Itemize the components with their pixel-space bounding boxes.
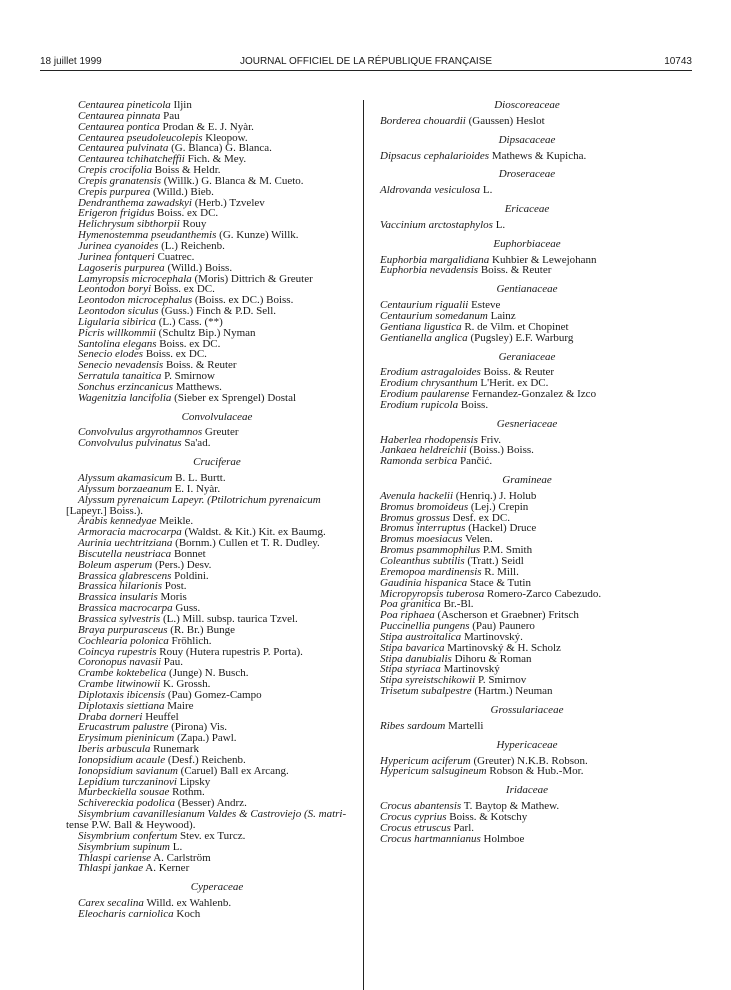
- species-entry: [380, 834, 674, 845]
- species-name: Diplotaxis ibicensis: [78, 688, 166, 701]
- column-divider: [363, 100, 364, 990]
- species-authority: Meikle.: [159, 515, 194, 528]
- species-authority: Robson & Hub.-Mor.: [489, 765, 584, 778]
- species-name: Crambe litwinowii: [78, 678, 161, 691]
- species-authority: R. de Vilm. et Chopinet: [464, 320, 569, 333]
- species-authority: Rouy (Hutera rupestris P. Porta).: [159, 645, 303, 658]
- species-name: Coincya rupestris: [78, 645, 157, 658]
- species-authority: (Greuter) N.K.B. Robson.: [473, 754, 588, 767]
- species-name: Centaurea pinnata: [78, 109, 161, 122]
- species-name: Coleanthus subtilis: [380, 555, 465, 567]
- species-name: Brassica glabrescens: [78, 569, 172, 582]
- species-authority: Cuatrec.: [157, 250, 195, 263]
- species-authority: Rothm.: [172, 786, 205, 799]
- species-authority: Prodan & E. J. Nyàr.: [162, 120, 254, 133]
- header-page-number: 10743: [664, 56, 692, 67]
- species-name: Erucastrum palustre: [78, 721, 169, 734]
- header-rule: [40, 70, 692, 71]
- species-name: Draba dorneri: [78, 710, 143, 723]
- species-name: Armoracia macrocarpa: [78, 526, 182, 539]
- species-authority: L.: [495, 218, 506, 231]
- species-authority: Martinovský & H. Scholz: [447, 641, 561, 654]
- species-name: Micropyropsis tuberosa: [380, 587, 485, 600]
- species-authority: B. L. Burtt.: [175, 472, 226, 484]
- species-name: Stipa austroitalica: [380, 630, 462, 643]
- species-authority: (G. Blanca) G. Blanca.: [171, 142, 272, 155]
- species-entry: [380, 185, 674, 196]
- species-name: Leontodon siculus: [78, 305, 159, 318]
- species-authority: (Pers.) Desv.: [155, 558, 212, 571]
- species-name: Crocus etruscus: [380, 821, 451, 834]
- species-entry: [380, 686, 674, 697]
- species-name: Centaurium rigualii: [380, 299, 469, 312]
- species-name: Carex secalina: [78, 897, 144, 910]
- species-authority: (Hartm.) Neuman: [474, 685, 553, 698]
- species-name: Gentianella anglica: [380, 331, 468, 344]
- species-authority: Heuffel: [145, 710, 179, 723]
- species-name: Centaurea pontica: [78, 120, 160, 133]
- species-authority: (L.) Mill. subsp. taurica Tzvel.: [162, 612, 298, 625]
- species-authority: Boiss. & Reuter: [165, 359, 237, 372]
- species-authority: Willd. ex Wahlenb.: [146, 897, 232, 910]
- species-name: Avenula hackelii: [380, 489, 453, 502]
- species-name: Centaurea pineticola: [78, 99, 171, 111]
- species-entry: [380, 220, 674, 231]
- species-entry-continuation: [Lapeyr.] Boiss.).: [66, 504, 143, 517]
- species-authority: (Schultz Bip.) Nyman: [158, 326, 256, 339]
- species-name: Erysimum pieninicum: [78, 732, 175, 745]
- species-name: Picris willkommii: [78, 326, 156, 339]
- species-authority: Holmboe: [483, 832, 525, 845]
- species-name: Bromus interruptus: [380, 522, 466, 535]
- family-heading: Dioscoreaceae: [494, 99, 560, 111]
- species-name: Brassica insularis: [78, 591, 158, 604]
- species-name: Erodium astragaloides: [380, 366, 481, 379]
- species-authority: Lipsky: [179, 775, 211, 788]
- family-heading: Cyperaceae: [190, 881, 244, 894]
- species-name: Erodium paularense: [380, 388, 470, 401]
- species-authority: (Moris) Dittrich & Greuter: [194, 272, 313, 285]
- species-name: Stipa bavarica: [380, 641, 445, 654]
- species-name: Crocus abantensis: [380, 800, 462, 813]
- species-authority: (Willd.) Bieb.: [152, 185, 214, 198]
- species-authority: Kuhbier & Lewejohann: [492, 253, 597, 266]
- species-authority: Bonnet: [173, 547, 206, 560]
- species-name: Centaurium somedanum: [380, 309, 488, 322]
- species-name: Ionopsidium acaule: [78, 753, 166, 766]
- species-authority: E. I. Nyàr.: [174, 482, 221, 495]
- species-authority: Martinovský: [443, 663, 500, 676]
- species-name: Leontodon microcephalus: [78, 294, 193, 307]
- species-name: Convolvulus argyrothamnos: [78, 426, 203, 439]
- species-authority: Matthews.: [175, 380, 222, 393]
- species-entry-continuation: tense P.W. Ball & Heywood).: [66, 819, 196, 831]
- species-authority: A. Kerner: [145, 862, 190, 875]
- species-name: Hypericum aciferum: [380, 754, 471, 767]
- family-heading: Dipsacaceae: [498, 133, 556, 146]
- species-name: Gentiana ligustica: [380, 320, 462, 333]
- family-heading: Cruciferae: [193, 456, 241, 469]
- species-authority: (Lej.) Crepin: [470, 500, 529, 513]
- species-authority: Mathews & Kupicha.: [491, 149, 587, 162]
- species-name: Alyssum akamasicum: [78, 472, 173, 484]
- species-authority: Boiss. & Reuter: [480, 264, 552, 277]
- species-name: Diplotaxis siettiana: [78, 699, 165, 712]
- species-authority: (Pirona) Vis.: [171, 721, 228, 734]
- species-name: Crepis granatensis: [78, 174, 162, 187]
- species-name: Euphorbia nevadensis: [380, 264, 479, 277]
- species-authority: R. Mill.: [484, 565, 519, 578]
- species-authority: Lainz: [490, 309, 516, 322]
- species-authority: Br.-Bl.: [443, 598, 474, 611]
- species-name: Bromus grossus: [380, 511, 450, 524]
- species-name: Cochlearia polonica: [78, 634, 169, 647]
- species-name: Leontodon boryi: [78, 283, 152, 296]
- species-name: Dendranthema zawadskyi: [78, 196, 192, 209]
- family-heading: Hypericaceae: [496, 738, 558, 751]
- species-name: Haberlea rhodopensis: [380, 433, 478, 446]
- species-name: Hymenostemma pseudanthemis: [78, 229, 217, 242]
- species-name: Centaurea pseudoleucolepis: [78, 131, 203, 144]
- species-name: Thlaspi jankae: [78, 862, 144, 875]
- species-authority: (L.) Reichenb.: [161, 239, 225, 252]
- species-authority: Post.: [164, 580, 187, 593]
- species-authority: L'Herit. ex DC.: [480, 377, 549, 390]
- species-entry-line: Sisymbrium cavanillesianum Valdes & Castroviejo (S. matri-: [78, 808, 347, 821]
- species-name: Thlaspi cariense: [78, 851, 152, 864]
- species-authority: (Sieber ex Sprengel) Dostal: [174, 391, 297, 404]
- family-heading: Gentianaceae: [496, 283, 558, 296]
- species-authority: Friv.: [480, 433, 502, 446]
- species-authority: (R. Br.) Bunge: [170, 623, 236, 636]
- species-name: Biscutella neustriaca: [78, 547, 172, 560]
- species-name: Vaccinium arctostaphylos: [380, 218, 493, 231]
- species-name: Centaurea tchihatcheffii: [78, 153, 185, 166]
- species-name: Stipa syreistschikowii: [380, 674, 476, 687]
- species-name: Bromus psammophilus: [380, 544, 481, 557]
- species-authority: (Willd.) Boiss.: [167, 261, 233, 274]
- family-heading: Euphorbiaceae: [493, 237, 561, 250]
- species-name: Poa riphaea: [380, 609, 435, 622]
- family-heading: Convolvulaceae: [181, 410, 253, 423]
- species-authority: Velen.: [464, 533, 493, 546]
- species-entry: [380, 721, 674, 732]
- species-authority: (Henriq.) J. Holub: [455, 489, 537, 502]
- species-name: Ribes sardoum: [380, 719, 446, 732]
- species-entry: [380, 116, 674, 127]
- species-authority: Maire: [167, 699, 194, 712]
- page-header: [40, 56, 692, 70]
- species-authority: A. Carlström: [153, 851, 211, 864]
- species-name: Jurinea fontqueri: [78, 250, 155, 263]
- species-authority: Poldini.: [174, 569, 209, 582]
- species-name: Borderea chouardii: [380, 114, 466, 127]
- species-name: Santolina elegans: [78, 337, 157, 350]
- family-heading: Iridaceae: [505, 784, 549, 797]
- family-heading: Grossulariaceae: [490, 703, 564, 716]
- left-column: [66, 99, 356, 920]
- species-authority: (Desf.) Reichenb.: [167, 753, 246, 766]
- species-name: Wagenitzia lancifolia: [78, 391, 172, 404]
- species-entry: [380, 333, 674, 344]
- species-entry: [380, 400, 674, 411]
- species-name: Stipa danubialis: [380, 652, 452, 665]
- species-authority: K. Grossh.: [162, 678, 211, 691]
- species-entry: [380, 456, 674, 467]
- species-authority: Pau: [163, 109, 180, 122]
- species-authority: Boiss. ex DC.: [157, 207, 219, 220]
- species-authority: (Pau) Gomez-Campo: [167, 688, 262, 701]
- species-name: Erigeron frigidus: [78, 207, 155, 220]
- species-authority: P. Smirnow: [164, 370, 215, 383]
- family-heading: Gramineae: [502, 474, 552, 487]
- species-authority: Fernandez-Gonzalez & Izco: [472, 388, 597, 401]
- species-authority: T. Baytop & Mathew.: [463, 800, 560, 813]
- species-name: Erodium rupicola: [380, 398, 459, 411]
- species-authority: (Guss.) Finch & P.D. Sell.: [161, 305, 277, 318]
- species-authority: Boiss. ex DC.: [159, 337, 221, 350]
- species-name: Crocus cyprius: [380, 810, 447, 823]
- species-authority: Parl.: [453, 821, 475, 834]
- species-name: Puccinellia pungens: [380, 620, 470, 633]
- species-name: Senecio nevadensis: [78, 359, 164, 372]
- species-entry: [380, 766, 674, 777]
- species-authority: Sa'ad.: [184, 437, 211, 450]
- species-authority: Fich. & Mey.: [187, 153, 247, 166]
- species-entry-line: Alyssum pyrenaicum Lapeyr. (Ptilotrichum pyrenaicum: [78, 493, 321, 506]
- family-heading: Gesneriaceae: [496, 417, 558, 430]
- family-heading: Ericaceae: [504, 203, 550, 216]
- species-authority: L.: [482, 184, 493, 197]
- species-authority: (Willk.) G. Blanca & M. Cueto.: [163, 174, 304, 187]
- species-authority: Boiss. & Kotschy: [449, 810, 528, 823]
- species-authority: Boiss. ex DC.: [153, 283, 215, 296]
- species-authority: (Zapa.) Pawl.: [176, 732, 237, 745]
- species-authority: (Boiss.) Boiss.: [469, 444, 534, 457]
- species-authority: (Boiss. ex DC.) Boiss.: [194, 294, 294, 307]
- species-name: Sisymbrium confertum: [78, 829, 178, 842]
- species-entry: [380, 151, 674, 162]
- header-date: 18 juillet 1999: [40, 56, 102, 67]
- right-column: [380, 100, 674, 844]
- species-authority: Fröhlich.: [171, 634, 212, 647]
- species-name: Arabis kennedyae: [78, 515, 157, 528]
- species-authority: (Besser) Andrz.: [177, 797, 247, 810]
- species-name: Murbeckiella sousae: [78, 786, 170, 799]
- species-authority: Stace & Tutin: [469, 576, 531, 589]
- species-name: Crepis crocifolia: [78, 164, 153, 177]
- species-authority: Martelli: [448, 719, 484, 732]
- species-name: Eleocharis carniolica: [78, 907, 174, 920]
- species-authority: Boiss & Heldr.: [154, 164, 221, 177]
- family-heading: Droseraceae: [498, 168, 556, 181]
- species-name: Stipa styriaca: [380, 663, 441, 676]
- species-name: Lagoseris purpurea: [78, 261, 165, 274]
- species-name: Coronopus navasii: [78, 656, 162, 669]
- species-name: Eremopoa mardinensis: [380, 565, 482, 578]
- species-authority: (Bornm.) Cullen et T. R. Dudley.: [175, 537, 320, 550]
- species-authority: Boiss.: [460, 398, 489, 411]
- species-name: Lamyropsis microcephala: [78, 272, 192, 285]
- species-name: Iberis arbuscula: [78, 743, 151, 756]
- species-authority: (Ascherson et Graebner) Fritsch: [437, 609, 579, 622]
- species-name: Euphorbia margalidiana: [380, 253, 490, 266]
- species-name: Boleum asperum: [78, 558, 153, 571]
- species-name: Crocus hartmannianus: [380, 832, 481, 845]
- species-authority: Esteve: [471, 299, 501, 312]
- species-name: Alyssum borzaeanum: [78, 482, 172, 495]
- species-authority: Guss.: [175, 602, 201, 615]
- species-authority: Moris: [160, 591, 187, 604]
- species-authority: (Tratt.) Seidl: [467, 555, 524, 567]
- species-authority: Iljin: [173, 99, 192, 111]
- species-authority: Kleopow.: [205, 131, 248, 144]
- species-authority: Rouy: [182, 218, 207, 231]
- species-authority: Romero-Zarco Cabezudo.: [486, 587, 602, 600]
- species-name: Serratula tanaitica: [78, 370, 162, 383]
- species-name: Bromus moesiacus: [380, 533, 463, 546]
- species-authority: (G. Kunze) Willk.: [219, 229, 299, 242]
- species-name: Crepis purpurea: [78, 185, 151, 198]
- species-name: Bromus bromoideus: [380, 500, 469, 513]
- species-name: Sonchus erzincanicus: [78, 380, 174, 393]
- species-authority: (Pau) Paunero: [472, 620, 535, 633]
- family-heading: Geraniaceae: [498, 350, 556, 363]
- species-name: Senecio elodes: [78, 348, 144, 361]
- species-authority: Martinovský.: [463, 630, 523, 643]
- species-authority: (Waldst. & Kit.) Kit. ex Baumg.: [184, 526, 326, 539]
- species-entry: [78, 438, 356, 449]
- species-authority: (L.) Cass. (**): [158, 315, 223, 328]
- species-name: Aldrovanda vesiculosa: [380, 184, 481, 197]
- species-entry: [78, 863, 356, 874]
- species-entry: [78, 393, 356, 404]
- species-name: Brassica sylvestris: [78, 612, 161, 625]
- species-name: Brassica hilarionis: [78, 580, 163, 593]
- species-name: Ligularia sibirica: [78, 315, 156, 328]
- species-name: Jurinea cyanoides: [78, 239, 159, 252]
- species-authority: Greuter: [204, 426, 239, 439]
- species-name: Dipsacus cephalarioides: [380, 149, 490, 162]
- species-name: Jankaea heldreichii: [380, 444, 467, 457]
- species-name: Erodium chrysanthum: [380, 377, 478, 390]
- species-authority: L.: [172, 840, 183, 853]
- species-name: Helichrysum sibthorpii: [78, 218, 180, 231]
- species-name: Gaudinia hispanica: [380, 576, 468, 589]
- species-entry: [380, 265, 674, 276]
- species-authority: (Hackel) Druce: [468, 522, 537, 535]
- species-authority: P.M. Smith: [482, 544, 533, 557]
- species-name: Ramonda serbica: [380, 455, 458, 468]
- species-authority: Koch: [176, 907, 201, 920]
- species-name: Aurinia uechtritziana: [78, 537, 173, 550]
- species-authority: Stev. ex Turcz.: [180, 829, 246, 842]
- species-authority: Runemark: [153, 743, 199, 756]
- species-name: Sisymbrium supinum: [78, 840, 170, 853]
- species-name: Poa granitica: [380, 598, 441, 611]
- species-authority: (Gaussen) Heslot: [468, 114, 545, 127]
- species-name: Lepidium turczaninovi: [78, 775, 177, 788]
- species-authority: Dihoru & Roman: [454, 652, 532, 665]
- species-name: Schivereckia podolica: [78, 797, 176, 810]
- species-name: Brassica macrocarpa: [78, 602, 173, 615]
- species-name: Centaurea pulvinata: [78, 142, 169, 155]
- species-authority: Boiss. ex DC.: [145, 348, 207, 361]
- species-authority: Desf. ex DC.: [452, 511, 510, 524]
- species-name: Braya purpurasceus: [78, 623, 168, 636]
- species-authority: Pau.: [163, 656, 184, 669]
- species-name: Crambe koktebelica: [78, 667, 167, 680]
- species-name: Convolvulus pulvinatus: [78, 437, 182, 450]
- species-name: Hypericum salsugineum: [380, 765, 487, 778]
- species-authority: (Junge) N. Busch.: [169, 667, 249, 680]
- species-name: Ionopsidium savianum: [78, 764, 178, 777]
- species-authority: Pančić.: [460, 455, 493, 468]
- species-authority: (Caruel) Ball ex Arcang.: [180, 764, 289, 777]
- species-authority: P. Smirnov: [477, 674, 527, 687]
- species-entry: [78, 909, 356, 920]
- header-title: JOURNAL OFFICIEL DE LA RÉPUBLIQUE FRANÇAISE: [239, 56, 493, 67]
- species-name: Trisetum subalpestre: [380, 685, 472, 698]
- species-authority: Boiss. & Reuter: [483, 366, 555, 379]
- species-authority: (Pugsley) E.F. Warburg: [470, 331, 574, 344]
- species-authority: (Herb.) Tzvelev: [194, 196, 265, 209]
